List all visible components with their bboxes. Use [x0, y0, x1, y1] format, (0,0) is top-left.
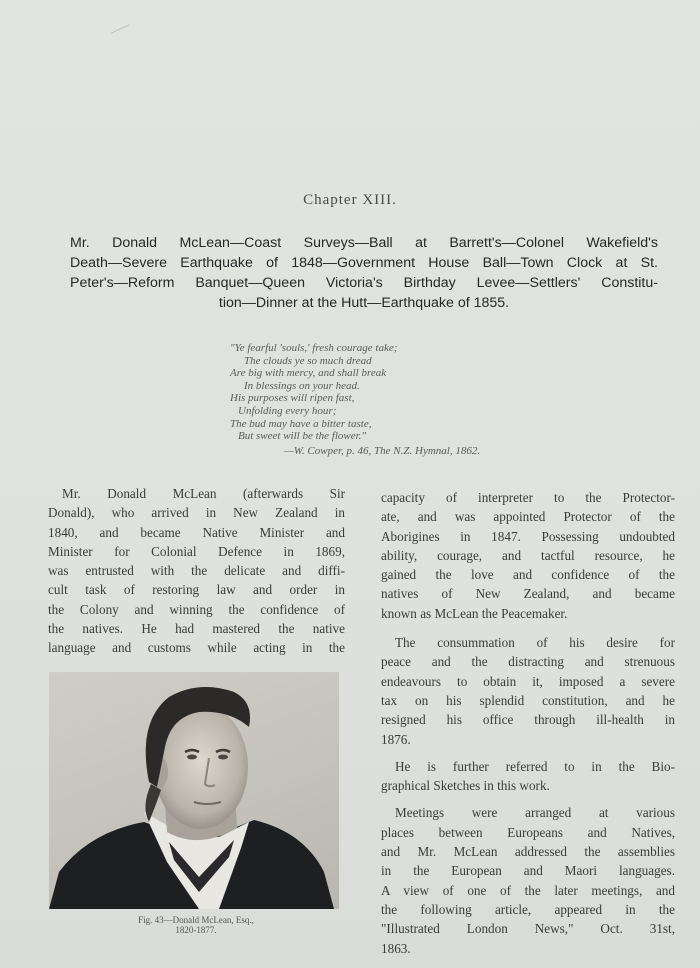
epigraph-line: Unfolding every hour;: [238, 404, 337, 417]
summary-line: Peter's—Reform Banquet—Queen Victoria's Birthday Levee—Settlers' Constitu-: [70, 275, 658, 291]
paragraph: [381, 633, 675, 749]
text-line: A view of one of the later meetings, and: [381, 882, 675, 898]
epigraph-line: In blessings on your head.: [244, 379, 360, 392]
text-line: "Illustrated London News," Oct. 31st,: [381, 921, 675, 937]
text-line: graphical Sketches in this work.: [381, 778, 550, 794]
chapter-heading: Chapter XIII.: [303, 192, 397, 208]
caption-line: Fig. 43—Donald McLean, Esq.,: [138, 915, 254, 925]
epigraph-line: The bud may have a bitter taste,: [230, 417, 372, 430]
summary-line: tion—Dinner at the Hutt—Earthquake of 1855.: [218, 295, 510, 311]
text-line: cult task of restoring law and order in: [48, 582, 345, 598]
summary-line: Death—Severe Earthquake of 1848—Government House Ball—Town Clock at St.: [70, 255, 658, 271]
text-line: 1876.: [381, 731, 411, 747]
text-line: places between Europeans and Natives,: [381, 824, 675, 840]
paragraph: [381, 803, 675, 957]
text-line: resigned his office through ill-health in: [381, 712, 675, 728]
text-line: The consummation of his desire for: [395, 635, 675, 651]
portrait-illustration: [49, 672, 339, 909]
text-line: ability, courage, and tactful resource, he: [381, 547, 675, 563]
epigraph-line: The clouds ye so much dread: [244, 354, 372, 367]
page-smudge: [111, 24, 133, 41]
text-line: peace and the distracting and strenuous: [381, 654, 675, 670]
text-line: 1840, and became Native Minister and: [48, 524, 345, 540]
text-line: the natives. He had mastered the native: [48, 621, 345, 637]
text-line: He is further referred to in the Bio-: [395, 758, 675, 774]
text-line: Aborigines in 1847. Possessing undoubted: [381, 528, 675, 544]
epigraph: [230, 342, 570, 457]
text-line: the Colony and winning the confidence of: [48, 601, 345, 617]
epigraph-line: His purposes will ripen fast,: [230, 392, 355, 405]
epigraph-line: "Ye fearful 'souls,' fresh courage take;: [230, 342, 398, 354]
text-line: tax on his splendid constitution, and he: [381, 692, 675, 708]
chapter-summary: [70, 233, 658, 313]
text-line: and Mr. McLean addressed the assemblies: [381, 844, 675, 860]
summary-line: Mr. Donald McLean—Coast Surveys—Ball at Barrett's—Colonel Wakefield's: [70, 235, 658, 251]
text-line: the following article, appeared in the: [381, 901, 675, 917]
text-line: gained the love and confidence of the: [381, 567, 675, 583]
caption-line: 1820-1877.: [175, 925, 217, 935]
text-line: ate, and was appointed Protector of the: [381, 509, 675, 525]
text-line: endeavours to obtain it, imposed a severe: [381, 673, 675, 689]
left-column-text: [48, 484, 345, 658]
text-line: Donald), who arrived in New Zealand in: [48, 505, 345, 521]
text-line: known as McLean the Peacemaker.: [381, 605, 568, 621]
paragraph: [381, 488, 675, 623]
text-line: Minister for Colonial Defence in 1869,: [48, 543, 345, 559]
epigraph-line: But sweet will be the flower.": [238, 430, 367, 443]
text-line: 1863.: [381, 940, 411, 956]
text-line: natives of New Zealand, and became: [381, 586, 675, 602]
text-line: was entrusted with the delicate and diffi-: [48, 563, 345, 579]
epigraph-line: Are big with mercy, and shall break: [230, 367, 387, 380]
text-line: in the European and Maori languages.: [381, 863, 675, 879]
portrait-photo: [49, 672, 339, 909]
paragraph: [381, 757, 675, 796]
text-line: Meetings were arranged at various: [395, 805, 675, 821]
epigraph-attribution: —W. Cowper, p. 46, The N.Z. Hymnal, 1862.: [284, 444, 481, 457]
text-line: language and customs while acting in the: [48, 640, 345, 656]
text-line: Mr. Donald McLean (afterwards Sir: [62, 486, 345, 501]
text-line: capacity of interpreter to the Protector-: [381, 490, 675, 505]
figure-caption: [96, 915, 296, 935]
right-column-text: [381, 488, 675, 966]
